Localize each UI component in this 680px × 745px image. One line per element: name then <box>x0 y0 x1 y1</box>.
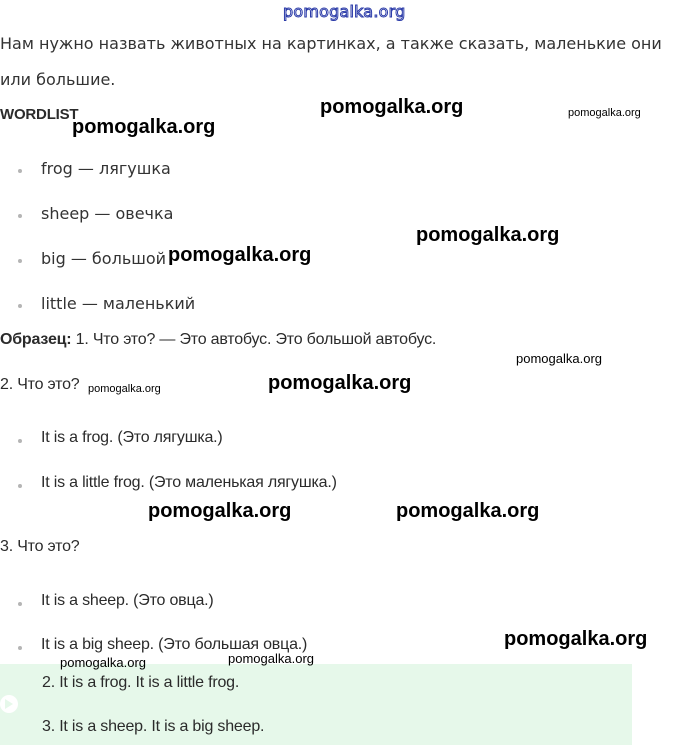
example-label: Образец: <box>0 331 72 348</box>
watermark-top: pomogalka.org <box>283 2 406 21</box>
play-icon[interactable] <box>0 695 18 713</box>
example-line <box>0 331 436 349</box>
answer-line-1: 2. It is a frog. It is a little frog. <box>42 674 240 691</box>
list-item: It is a frog. (Это лягушка.) <box>41 429 223 446</box>
watermark: pomogalka.org <box>268 372 412 394</box>
example-text: 1. Что это? — Это автобус. Это большой автобус. <box>71 331 437 348</box>
question-2-title: 2. Что это? <box>0 376 80 393</box>
list-item: It is a little frog. (Это маленькая лягушка.) <box>41 474 337 491</box>
watermark: pomogalka.org <box>168 244 312 266</box>
watermark: pomogalka.org <box>60 655 146 670</box>
question-3-title: 3. Что это? <box>0 538 80 555</box>
bullet-icon <box>18 304 22 308</box>
watermark: pomogalka.org <box>504 628 648 650</box>
watermark: pomogalka.org <box>148 500 292 522</box>
watermark: pomogalka.org <box>228 651 314 666</box>
list-item: little — маленький <box>41 294 196 313</box>
bullet-icon <box>18 439 22 443</box>
list-item: It is a sheep. (Это овца.) <box>41 592 214 609</box>
bullet-icon <box>18 259 22 263</box>
answer-line-2: 3. It is a sheep. It is a big sheep. <box>42 718 265 735</box>
watermark: pomogalka.org <box>72 116 216 138</box>
watermark: pomogalka.org <box>516 351 602 366</box>
intro-line-2: или большие. <box>0 70 116 89</box>
watermark: pomogalka.org <box>568 107 641 119</box>
list-item: big — большой <box>41 249 167 268</box>
list-item: It is a big sheep. (Это большая овца.) <box>41 636 308 653</box>
bullet-icon <box>18 214 22 218</box>
list-item: sheep — овечка <box>41 204 174 223</box>
bullet-icon <box>18 484 22 488</box>
list-item: frog — лягушка <box>41 159 171 178</box>
watermark: pomogalka.org <box>396 500 540 522</box>
watermark: pomogalka.org <box>416 224 560 246</box>
watermark: pomogalka.org <box>320 96 464 118</box>
bullet-icon <box>18 602 22 606</box>
bullet-icon <box>18 646 22 650</box>
watermark: pomogalka.org <box>88 383 161 395</box>
wordlist-heading: WORDLIST <box>0 106 79 123</box>
bullet-icon <box>18 169 22 173</box>
intro-line-1: Нам нужно назвать животных на картинках, а также сказать, маленькие они <box>0 34 662 53</box>
